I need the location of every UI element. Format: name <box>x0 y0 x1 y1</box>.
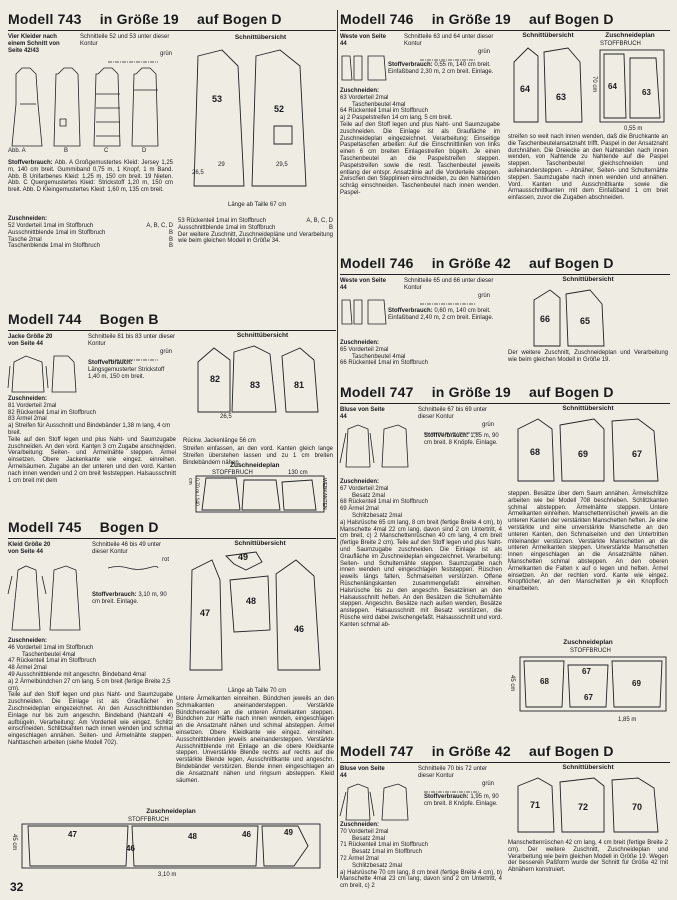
sheet-title: auf Bogen D <box>529 11 614 27</box>
plan-height: 45 cm <box>508 675 515 692</box>
cut-row <box>178 218 333 225</box>
cut-item: 81 Vorderteil 2mal <box>8 402 57 409</box>
instructions: a) Halsrüsche 70 cm lang, 8 cm breit (fertige Breite 4 cm), b) Manschette 4mal 23 cm lang, davon sind 2 cm Untertritt, 4 cm breit, c) 2 <box>340 869 502 890</box>
dress-sketch <box>8 564 84 634</box>
material-title: Stoffverbrauch: <box>92 592 137 598</box>
cut-note: Der weitere Zuschnitt, Zuschneidepläne und Verarbeitung wie beim gleichen Modell in Größe 34. <box>178 231 333 245</box>
cut-list-right <box>178 218 333 245</box>
piece-53: 53 <box>212 94 223 104</box>
cut-item: 65 Vorderteil 2mal <box>340 346 389 353</box>
cut-row <box>8 237 173 244</box>
dress-label-a: Abb. A <box>8 148 26 154</box>
fold-label: STOFFBRUCH <box>212 470 253 476</box>
contour-note: Schnitteile 52 und 53 unter dieser Kontur <box>80 34 170 47</box>
section-modell-745 <box>8 518 336 883</box>
cut-item: a) 2 Ärmelbündchen 27 cm lang, 5 cm breit (fertige Breite 2,5 cm). <box>8 678 171 692</box>
material-value: Längsgemusterter Strickstoff 1,40 m, 150 cm breit. <box>88 366 165 380</box>
model-title: Modell 747 <box>340 743 414 759</box>
cut-item: Besatz 2mal <box>352 835 386 842</box>
piece-48: 48 <box>246 596 257 606</box>
cutting-plan <box>590 32 670 142</box>
cut-row <box>8 230 173 237</box>
contour-line <box>420 294 500 300</box>
cut-item: Besatz 2mal <box>352 492 386 499</box>
cut-item: 66 Rückenteil 1mal im Stoffbruch <box>340 360 428 367</box>
cut-item: 46 Vorderteil 1mal im Stoffbruch <box>8 644 94 651</box>
cut-variant: B <box>168 243 173 250</box>
plan-side-length: 0,70 m / 140 cm <box>186 478 200 506</box>
instructions-2: Streifen einfassen, an den vord. Kanten gleich lange Streifen überstehen lassen und zu 1 cm breiten Bindebändern nähen. <box>183 446 333 466</box>
material-text <box>92 592 172 606</box>
vest-sketch-icon <box>340 54 388 82</box>
size-title: in Größe 19 <box>99 11 179 27</box>
contour-line <box>108 350 178 356</box>
instructions-right: Manschettenrüschen 42 cm lang, 4 cm breit (fertige Breite 2 cm). Der weitere Zuschnitt, Zuschneideplan und Verarbeitung wie beim gleichen Modell in Größe 19. Wegen der besseren Paßform wurde der Schnitt für Größe 42 mit Abnähern konstruiert. <box>508 840 668 874</box>
cut-title: Zuschneiden: <box>8 216 48 222</box>
piece-68: 68 <box>530 447 541 457</box>
material-text <box>424 433 502 447</box>
dress-sketches <box>8 64 178 156</box>
model-title: Modell 746 <box>340 11 414 27</box>
piece-67: 67 <box>632 449 643 459</box>
cut-item: 52 Vorderteil 1mal im Stoffbruch <box>8 223 94 229</box>
piece-63: 63 <box>556 92 567 102</box>
contour-note: Schnitteile 67 bis 69 unter dieser Kontur <box>418 407 488 420</box>
schnitt-overview <box>508 32 588 132</box>
piece-71: 71 <box>530 800 541 810</box>
cut-title: Zuschneiden: <box>8 396 48 402</box>
section-header <box>340 254 670 275</box>
section-modell-746-42 <box>340 254 670 379</box>
plan-piece-48: 48 <box>188 832 197 841</box>
cut-item: 64 Rückenteil 1mal im Stoffbruch <box>340 108 428 115</box>
plan-height: 45 cm <box>10 834 17 851</box>
cut-variant: A, B, C, D <box>146 223 173 229</box>
cut-item: 69 Ärmel 2mal <box>340 506 379 513</box>
instructions-2: Untere Ärmelkanten einreihen. Bündchen jeweils an den Schmalkanten aneinandersteppen. Verstärkte Bündchenseiten an die unteren Ärmelkanten steppen. Bündchen zur Hälfte nach innen wenden, eingeschlagen an die Ansatznaht nähen und schmal absteppen. Ärmel einsetzen. Obere Kleidkante wie eingez. einreihen. Ausschnittblenden jeweils aneinandersteppen. Verstärkte Ausschnittblende mit Einlage an die obere Kleidkante steppen. Unverstärkte Blende rechts auf rechts auf die verstärkte Blende legen, Ausschnittkante und angeschn. Bindebänder verstürzen. Blende innen eingeschlagen an die Ansatznaht nähen und ringsum absteppen. Kleid säumen. <box>176 696 334 784</box>
plan-label: Zuschneideplan <box>605 32 655 39</box>
material-text <box>388 62 500 76</box>
cut-row <box>8 223 173 230</box>
piece-72: 72 <box>578 802 589 812</box>
cut-block <box>8 638 173 747</box>
material-text <box>88 360 168 380</box>
section-modell-746-19 <box>340 10 670 248</box>
plan-piece-63: 63 <box>642 88 651 97</box>
cut-variant: A, B, C, D <box>306 218 333 224</box>
model-title: Modell 747 <box>340 384 414 400</box>
jacket-sketch-icon <box>8 354 78 394</box>
material-title: Stoffverbrauch: <box>8 160 53 166</box>
vest-sketch <box>340 54 388 82</box>
cut-block <box>340 822 502 890</box>
instructions-right: streifen so weit nach innen wenden, daß die Bruchkante an die Taschenbeutelansatznaht trifft. Paspel in der Ansatznaht durchnähen. Die Dreiecke an den Nahtenden nach innen wenden, von Nahtende zu Nahtende auf die Paspel steppen. Taschenbeutel gleichschneiden und aufeinandersteppen. – Abnäher, Seiten- und Schulternähte steppen. Saumzugabe nach innen wenden und annähen. Vord. Kanten und Ausschnittkante sowie die Armausschnittkanten mit dem Einfaßband 1 cm breit einfassen, zuvor die Zugaben abschneiden. <box>508 134 668 202</box>
plan-piece-46-b: 46 <box>242 830 251 839</box>
cut-item: a) Streifen für Ausschnitt und Bindebänder 1,38 m lang, 4 cm breit. <box>8 423 171 436</box>
piece-64: 64 <box>520 84 531 94</box>
schnitt-label: Schnittübersicht <box>522 32 574 39</box>
contour-color: grün <box>482 422 495 428</box>
fold-label: STOFFBRUCH <box>570 648 611 654</box>
contour-note: Schnitteile 70 bis 72 unter dieser Kontur <box>418 766 488 779</box>
cut-item: 67 Vorderteil 2mal <box>340 485 389 492</box>
dress-sketch-icon <box>8 64 178 156</box>
size-title: in Größe 19 <box>431 384 511 400</box>
section-modell-743 <box>8 10 336 300</box>
material-value: 1,95 m, 90 cm breit. 8 Knöpfe. Einlage. <box>424 794 499 807</box>
subtitle: Kleid Größe 20 von Seite 44 <box>8 542 51 555</box>
blouse-sketch <box>340 423 412 469</box>
schnitt-overview <box>188 34 333 214</box>
piece-52: 52 <box>274 104 285 114</box>
section-header <box>340 742 670 763</box>
cut-title: Zuschneiden: <box>8 638 48 644</box>
section-modell-744 <box>8 310 336 515</box>
schnitt-label: Schnittübersicht <box>234 34 287 41</box>
cut-title: Zuschneiden: <box>340 822 380 828</box>
cut-item: Ausschnittblende 1mal im Stoffbruch <box>8 229 106 236</box>
cut-block <box>340 479 502 629</box>
cut-row <box>178 225 333 232</box>
cut-item: Schlitzbesatz 2mal <box>352 512 403 519</box>
cutting-plan-icon <box>508 655 668 715</box>
contour-line <box>424 782 504 788</box>
cut-item: 53 Rückenteil 1mal im Stoffbruch <box>178 218 266 224</box>
instructions: Teile auf den Stoff legen und plus Naht- und Saumzugabe zuschneiden. Die Einlage ist als Graufläche im Zuschneideplan eingezeichnet. Verarbeitung: Einseitige Paspeltaschen arbeiten: Auf die Einschnittlinien von links einen 6 cm breiten Einlagestreifen bügeln. Je einen Taschenbeutel an die Paspelstreifen steppen. Paspelstreifen sowie die restl. Taschenbeutel jeweils entlang der entspr. Ansatzlinie auf die Vorderteile steppen. Zwischen den Stepplinien einschneiden, zu den Nahtenden schräg einschneiden. Taschenbeutel nach innen wenden. Paspel- <box>340 121 500 196</box>
sheet-title: auf Bogen D <box>197 11 282 27</box>
cut-item: 83 Ärmel 2mal <box>8 416 47 423</box>
plan-label: Zuschneideplan <box>230 462 280 469</box>
contour-note: Schnitteile 81 bis 83 unter dieser Kontur <box>88 334 176 347</box>
piece-65: 65 <box>580 316 591 326</box>
cut-list-left <box>8 223 173 250</box>
piece-49: 49 <box>238 552 249 562</box>
subtitle: Bluse von Seite 44 <box>340 407 385 420</box>
material-title: Stoffverbrauch: <box>88 360 133 366</box>
plan-piece-64: 64 <box>608 82 617 91</box>
fold-label: STOFFBRUCH <box>128 817 169 823</box>
cut-item: Taschenbeutel 4mal <box>352 101 406 108</box>
plan-height: 70 cm <box>590 76 597 93</box>
subtitle: Vier Kleider nach einem Schnitt von Seite 42/43 <box>8 34 60 54</box>
dim: 26,5 <box>220 414 232 420</box>
cut-block <box>340 88 500 197</box>
vest-sketch <box>340 298 388 326</box>
length-note: Länge ab Taille 67 cm <box>228 202 287 208</box>
section-header <box>8 10 336 31</box>
size-title: in Größe 42 <box>431 743 511 759</box>
cut-variant: B <box>328 224 333 231</box>
contour-color: grün <box>478 293 491 299</box>
material-value: 0,55 m, 140 cm breit. Einfaßband 2,30 m, 2 cm breit. Einlage. <box>388 62 494 75</box>
contour-note: Schnitteile 46 bis 49 unter dieser Kontur <box>92 542 162 555</box>
cut-item: 82 Rückenteil 1mal im Stoffbruch <box>8 409 96 416</box>
model-title: Modell 744 <box>8 311 82 327</box>
cut-item: Taschenbeutel 4mal <box>22 651 76 658</box>
contour-color: grün <box>160 51 173 57</box>
section-header <box>8 518 336 539</box>
contour-color: grün <box>160 349 173 355</box>
cut-item: 71 Rückenteil 1mal im Stoffbruch <box>340 842 428 849</box>
contour-color: rot <box>162 557 170 563</box>
size-title: in Größe 19 <box>431 11 511 27</box>
plan-label: Zuschneideplan <box>146 808 196 815</box>
dim-1: 29 <box>218 162 225 168</box>
material-text <box>8 160 173 194</box>
cut-item: 49 Ausschnittblende mit angeschn. Bindeband 4mal <box>8 671 146 678</box>
cutting-plan-icon <box>590 48 670 128</box>
column-divider <box>337 10 338 878</box>
section-header <box>340 383 670 404</box>
plan-piece-68: 68 <box>540 677 549 686</box>
cut-item: 48 Ärmel 2mal <box>8 665 47 672</box>
schnitt-label: Schnittübersicht <box>562 405 614 412</box>
cutting-plan <box>186 462 334 512</box>
schnitt-overview <box>508 405 668 485</box>
vest-sketch-icon <box>340 298 388 326</box>
cut-item: Ausschnittblende 1mal im Stoffbruch <box>178 224 276 231</box>
length-note: Länge ab Taille 70 cm <box>228 688 287 694</box>
contour-line-icon <box>420 301 500 307</box>
schnitt-overview <box>508 276 668 346</box>
cut-title: Zuschneiden: <box>340 340 380 346</box>
contour-line <box>420 50 500 56</box>
cut-variant: B <box>168 236 173 243</box>
size-title: in Größe 42 <box>431 255 511 271</box>
schnitt-label: Schnittübersicht <box>562 764 614 771</box>
piece-47: 47 <box>200 608 211 618</box>
sheet-title: Bogen D <box>99 519 159 535</box>
jacket-sketch <box>8 354 78 394</box>
contour-note: Schnitteile 65 und 66 unter dieser Kontur <box>404 278 494 291</box>
fold-label: STOFFBRUCH <box>600 41 641 47</box>
selvage-label: WEBKANTEN <box>320 478 327 510</box>
material-title: Stoffverbrauch: <box>424 433 469 439</box>
cut-item: Taschenbeutel 4mal <box>352 353 406 360</box>
contour-line <box>108 558 178 564</box>
material-title: Stoffverbrauch: <box>388 308 433 314</box>
cut-variant: B <box>168 229 173 236</box>
plan-piece-47: 47 <box>68 830 77 839</box>
blouse-sketch-icon <box>340 782 412 822</box>
page-number: 32 <box>10 880 24 894</box>
piece-70: 70 <box>632 802 643 812</box>
dress-label-c: C <box>104 148 109 154</box>
instructions: Teile auf den Stoff legen und plus Naht- und Saumzugabe zuschneiden. Die Einlage ist als Grauflächer im Zuschneideplan eingezeichnet. An den Ausschnittblenden Einlage nur bis zum angeschn. Bindeband (Nahtzahl 4) aufbügeln. Verarbeitung: Am Vorderteil wie eingez. Schlitz einschneiden. Schlitzkanten nach innen wenden und schmal eingeschlagen annähen. Seiten- und Ärmelnähte steppen. Nahttaschen arbeiten (siehe Modell 702). <box>8 692 173 746</box>
piece-81: 81 <box>294 380 305 390</box>
section-header <box>340 10 670 31</box>
subtitle: Bluse von Seite 44 <box>340 766 385 779</box>
sheet-title: auf Bogen D <box>529 384 614 400</box>
dress-label-d: D <box>142 148 147 154</box>
plan-piece-49: 49 <box>284 828 293 837</box>
contour-line-icon <box>108 565 178 571</box>
plan-piece-46-a: 46 <box>126 844 135 853</box>
dim-2: 29,5 <box>276 162 288 168</box>
schnitt-overview <box>186 540 334 685</box>
cutting-plan <box>508 639 668 731</box>
schnitt-overview <box>190 332 335 432</box>
section-modell-747-19 <box>340 383 670 733</box>
material-text <box>388 308 500 322</box>
contour-color: grün <box>478 49 491 55</box>
cut-block <box>340 340 500 367</box>
plan-width: 3,10 m <box>158 872 177 878</box>
dim-3: 26,5 <box>192 170 204 176</box>
schnitt-label: Schnittübersicht <box>562 276 614 283</box>
material-value: 1,85 m, 90 cm breit. 8 Knöpfe. Einlage. <box>424 433 499 446</box>
cut-item: 63 Vorderteil 2mal <box>340 94 389 101</box>
cut-item: Tasche 2mal <box>8 236 42 243</box>
plan-piece-67-a: 67 <box>582 667 591 676</box>
cut-item: Besatz 1mal im Stoffbruch <box>352 849 422 856</box>
sheet-title: auf Bogen D <box>529 743 614 759</box>
cut-row <box>8 243 173 250</box>
model-title: Modell 745 <box>8 519 82 535</box>
cut-item: 70 Vorderteil 2mal <box>340 828 389 835</box>
model-title: Modell 743 <box>8 11 82 27</box>
cut-item: Schlitzbesatz 2mal <box>352 862 403 869</box>
contour-note: Schnitteile 63 und 64 unter dieser Kontur <box>404 34 494 47</box>
pattern-pieces-icon <box>188 46 333 196</box>
section-header <box>8 310 336 331</box>
piece-69: 69 <box>578 449 589 459</box>
subtitle: Weste von Seite 44 <box>340 278 386 291</box>
cut-block <box>8 396 176 484</box>
cut-item: 68 Rückenteil 1mal im Stoffbruch <box>340 499 428 506</box>
cut-item: a) 2 Paspelstreifen 14 cm lang, 5 cm breit. <box>340 115 453 122</box>
cut-item: 72 Ärmel 2mal <box>340 855 379 862</box>
cut-item: 47 Rückenteil 1mal im Stoffbruch <box>8 658 96 665</box>
material-title: Stoffverbrauch: <box>424 794 469 800</box>
schnitt-overview <box>508 764 668 836</box>
plan-width: 130 cm <box>288 470 308 476</box>
plan-piece-69: 69 <box>632 679 641 688</box>
section-modell-747-42 <box>340 742 670 890</box>
note: Der weitere Zuschnitt, Zuschneideplan und Verarbeitung wie beim gleichen Modell in Größe 19. <box>508 350 668 363</box>
subtitle: Weste von Seite 44 <box>340 34 386 47</box>
cutting-plan-icon <box>186 476 334 514</box>
piece-46: 46 <box>294 624 305 634</box>
schnitt-label: Schnittübersicht <box>234 540 286 547</box>
cut-title: Zuschneiden: <box>340 88 380 94</box>
instructions: Teile auf den Stoff legen und plus Naht- und Saumzugabe zuschneiden. An den vord. Kanten 3 cm Zugabe anschneiden. Verarbeitung: Seiten- und Ärmelnähte steppen. Ärmel einsetzen. Obere Jackenkante wie eingez. einreihen. Ärmelsäumen. Zugabe an der unteren und den vord. Kanten nach innen wenden und 2 cm breit feststeppen. Halsausschnitt 1 cm breit mit dem <box>8 436 176 484</box>
material-value: 3,10 m, 90 cm breit. Einlage. <box>92 592 167 605</box>
contour-line <box>424 423 504 429</box>
blouse-sketch-icon <box>340 423 412 469</box>
instructions-right: steppen. Besätze über dem Saum annähen. Ärmelschlitze arbeiten wie bei Modell 708 beschrieben. Schlitzkanten schmal absteppen. Ärmelnähte steppen. Untere Ärmelkanten einreihen. Manschettenrüschen jeweils an die unteren Kanten der verstärkten Manschetten heften. Je eine verstärkte und eine unverstärkte Manschette an den unteren Kanten, den Schmalseiten und den Untertritten miteinander verstürzen. Verstärkte Manschetten an die unteren Ärmelkanten steppen. Unverstärkte Manschetten innen eingeschlagen an die Ansatznähte nähen. Manschetten schmal absteppen. An den oberen Ärmelkanten die Falten x auf o legen und heften. Ärmel einsetzen. An der rechten vord. Kante wie eingez. Knopflöcher, an den Manschetten je ein Knopfloch einarbeiten. <box>508 491 668 593</box>
cut-item: Taschenblende 1mal im Stoffbruch <box>8 243 100 250</box>
blouse-sketch <box>340 782 412 822</box>
instructions: a) Halsrüsche 65 cm lang, 8 cm breit (fertige Breite 4 cm), b) Manschette 4mal 22 cm lang, davon sind 2 cm Untertritt, 4 cm breit, c) 2 Manschettenrüschen 40 cm lang, 4 cm breit (fertige Breite 2 cm). Teile auf den Stoff legen und plus Naht- und Saumzugabe zuschneiden. Die Einlage ist als Graufläche im Zuschneideplan eingezeichnet. Verarbeitung: Seiten- und Schulternähte steppen. Saumzugabe nach innen wenden und eingeschlagen feststeppen. Rüschen jeweils längs falten, Schmalseiten verstürzen. Offene Rüschenlängskanten zusammengefaßt einreihen. Halsrüsche bis zu den angeschn. Besatzlinien an den Halsausschnitt heften. An den Besätzen die Schulternähte steppen. Angeschn. Besätze nach außen wenden, Besätze ansteppen. Halsausschnitt mit Besatz verstürzen, die Rüsche wird dabei zwischengefaßt. Halsausschnitt und vord. Kanten schmal ab- <box>340 519 502 628</box>
sheet-title: auf Bogen D <box>529 255 614 271</box>
plan-label: Zuschneideplan <box>563 639 613 646</box>
material-text <box>424 794 502 808</box>
model-title: Modell 746 <box>340 255 414 271</box>
schnitt-label: Schnittübersicht <box>236 332 289 339</box>
material-title: Stoffverbrauch: <box>388 62 433 68</box>
material-value: Abb. A Großgemustertes Kleid: Jersey 1,25 m, 140 cm breit. Gummiband 0,75 m, 1 Knopf, 1 m Band. Abb. B Unifarbenes Kleid: 1,25 m, 150 cm breit. 19 Nieten. Abb. C Quergemustertes Kleid: Strickstoff 1,20 m, 150 cm breit. Abb. D Kleingemustertes Kleid: 1,60 m, 135 cm breit. <box>8 160 173 194</box>
contour-line <box>108 52 178 58</box>
plan-width: 1,85 m <box>618 717 637 723</box>
subtitle: Jacke Größe 20 von Seite 44 <box>8 334 53 347</box>
piece-66: 66 <box>540 314 551 324</box>
contour-color: grün <box>482 781 495 787</box>
material-value: 0,60 m, 140 cm breit. Einfaßband 2,40 m, 2 cm breit. Einlage. <box>388 308 494 321</box>
piece-83: 83 <box>250 380 261 390</box>
plan-width: 0,55 m <box>624 126 643 132</box>
dress-sketch-icon <box>8 564 84 634</box>
length-note: Rückw. Jackenlänge 56 cm <box>183 438 256 444</box>
cut-title: Zuschneiden: <box>340 479 380 485</box>
dress-label-b: B <box>64 148 69 154</box>
cutting-plan <box>8 808 334 883</box>
piece-82: 82 <box>210 374 221 384</box>
plan-piece-67-b: 67 <box>584 693 593 702</box>
sheet-title: Bogen B <box>99 311 159 327</box>
